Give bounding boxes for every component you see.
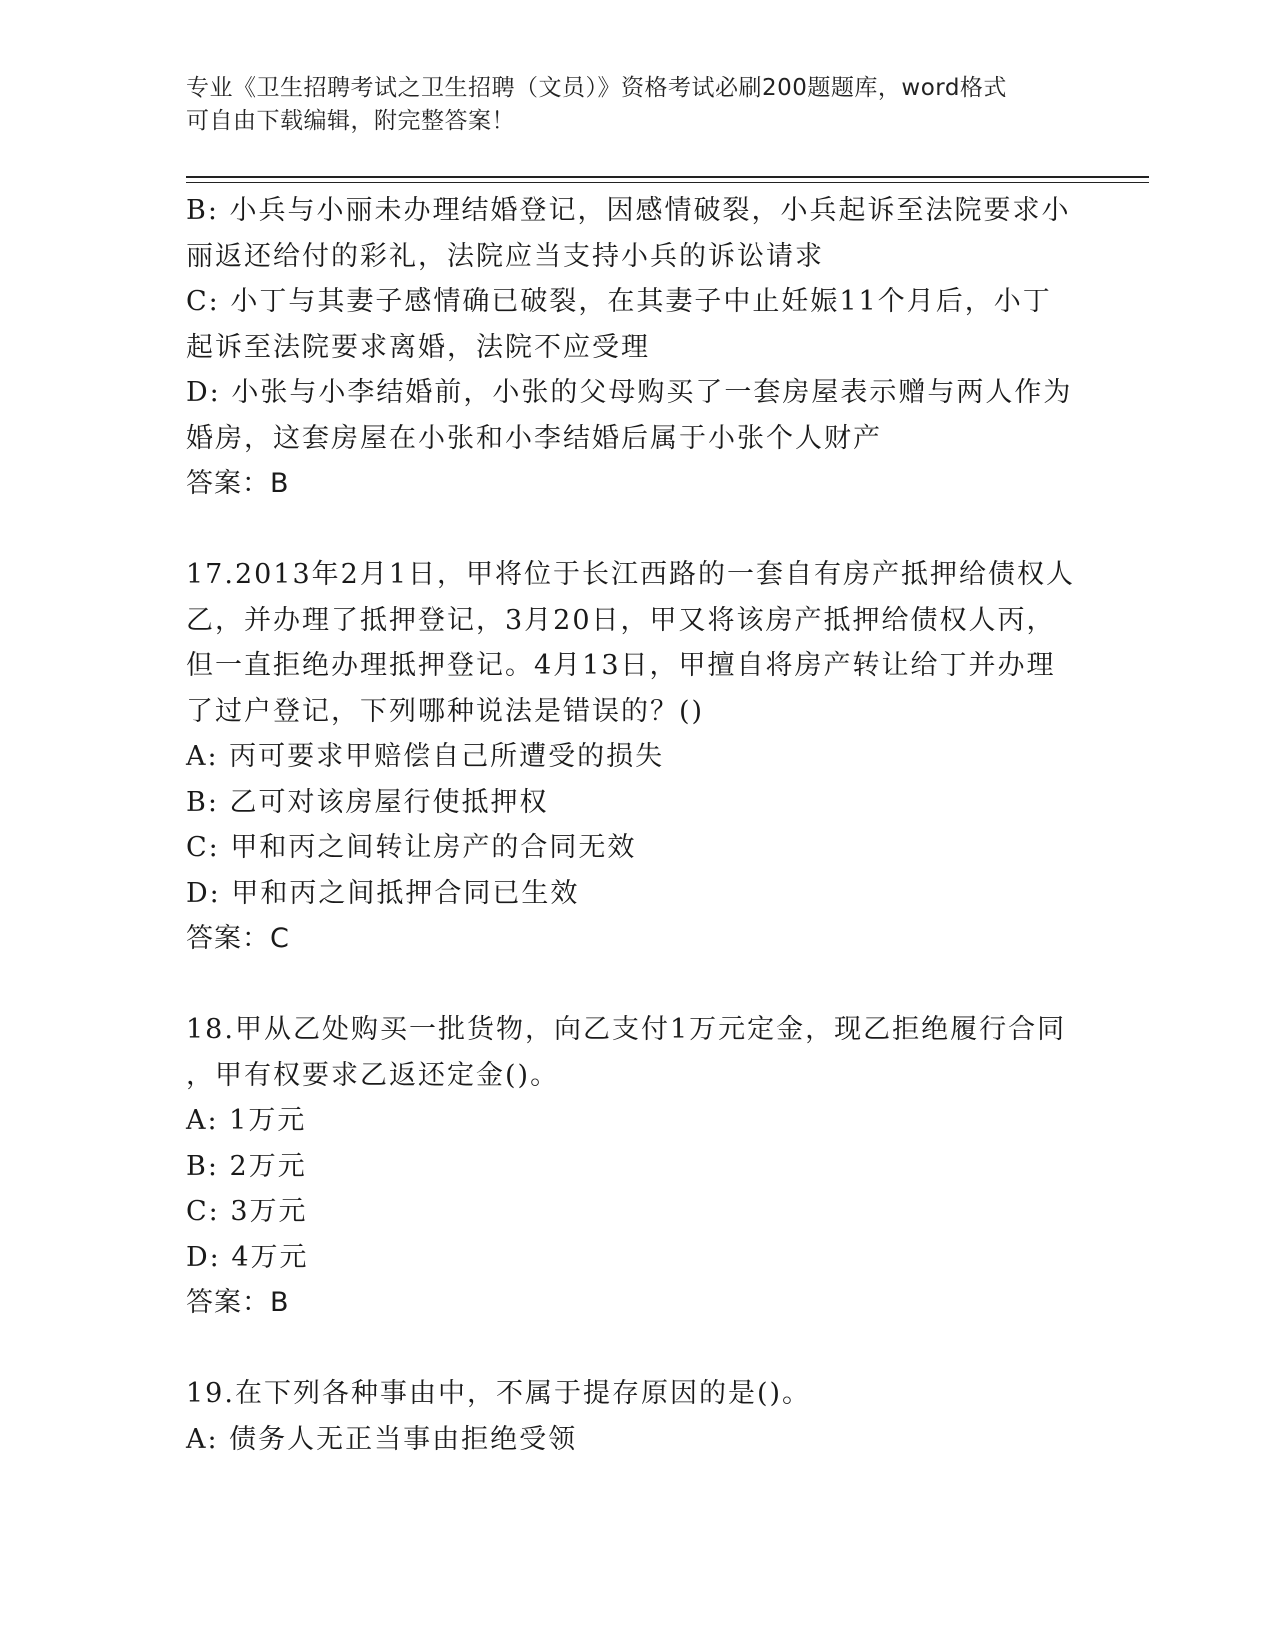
option-b-cont: 丽返还给付的彩礼，法院应当支持小兵的诉讼请求 xyxy=(186,240,824,272)
option-b: B: 2万元 xyxy=(186,1150,307,1182)
option-a: A: 债务人无正当事由拒绝受领 xyxy=(186,1423,578,1455)
question-stem: 了过户登记，下列哪种说法是错误的？() xyxy=(186,695,705,727)
header-divider xyxy=(186,176,1149,178)
spacer xyxy=(186,962,1086,1008)
option-b: B: 小兵与小丽未办理结婚登记，因感情破裂，小兵起诉至法院要求小 xyxy=(186,195,1071,226)
question-19 xyxy=(186,1371,1086,1462)
option-a: A: 1万元 xyxy=(186,1105,307,1136)
option-b: B: 乙可对该房屋行使抵押权 xyxy=(186,786,549,818)
question-16-tail xyxy=(186,188,1086,507)
option-c: C: 3万元 xyxy=(186,1196,308,1227)
question-stem: 19.在下列各种事由中，不属于提存原因的是()。 xyxy=(186,1378,812,1409)
question-stem: 18.甲从乙处购买一批货物，向乙支付1万元定金，现乙拒绝履行合同 xyxy=(186,1014,1067,1045)
option-d: D: 4万元 xyxy=(186,1241,309,1273)
question-stem: 但一直拒绝办理抵押登记。4月13日，甲擅自将房产转让给丁并办理 xyxy=(186,650,1056,681)
option-c: C: 甲和丙之间转让房产的合同无效 xyxy=(186,832,637,863)
option-d: D: 小张与小李结婚前，小张的父母购买了一套房屋表示赠与两人作为 xyxy=(186,377,1073,408)
option-c: C: 小丁与其妻子感情确已破裂，在其妻子中止妊娠11个月后，小丁 xyxy=(186,286,1052,317)
answer: 答案：B xyxy=(186,468,290,499)
option-a: A: 丙可要求甲赔偿自己所遭受的损失 xyxy=(186,741,665,772)
question-17 xyxy=(186,552,1086,962)
option-d-cont: 婚房，这套房屋在小张和小李结婚后属于小张个人财产 xyxy=(186,422,882,454)
spacer xyxy=(186,1326,1086,1372)
header-line: 专业《卫生招聘考试之卫生招聘（文员）》资格考试必刷200题题库，word格式 xyxy=(186,75,1007,101)
question-stem: 乙，并办理了抵押登记，3月20日，甲又将该房产抵押给债权人丙， xyxy=(186,604,1056,636)
document-header xyxy=(186,72,1086,138)
header-line: 可自由下载编辑，附完整答案！ xyxy=(186,108,515,134)
option-c-cont: 起诉至法院要求离婚，法院不应受理 xyxy=(186,331,650,363)
spacer xyxy=(186,507,1086,553)
question-stem: 17.2013年2月1日，甲将位于长江西路的一套自有房产抵押给债权人 xyxy=(186,559,1076,590)
question-18 xyxy=(186,1007,1086,1326)
answer: 答案：C xyxy=(186,923,290,954)
question-stem: ，甲有权要求乙返还定金()。 xyxy=(186,1059,560,1091)
document-body xyxy=(186,188,1086,1462)
header-divider xyxy=(186,182,1149,183)
option-d: D: 甲和丙之间抵押合同已生效 xyxy=(186,877,580,909)
answer: 答案：B xyxy=(186,1287,290,1318)
